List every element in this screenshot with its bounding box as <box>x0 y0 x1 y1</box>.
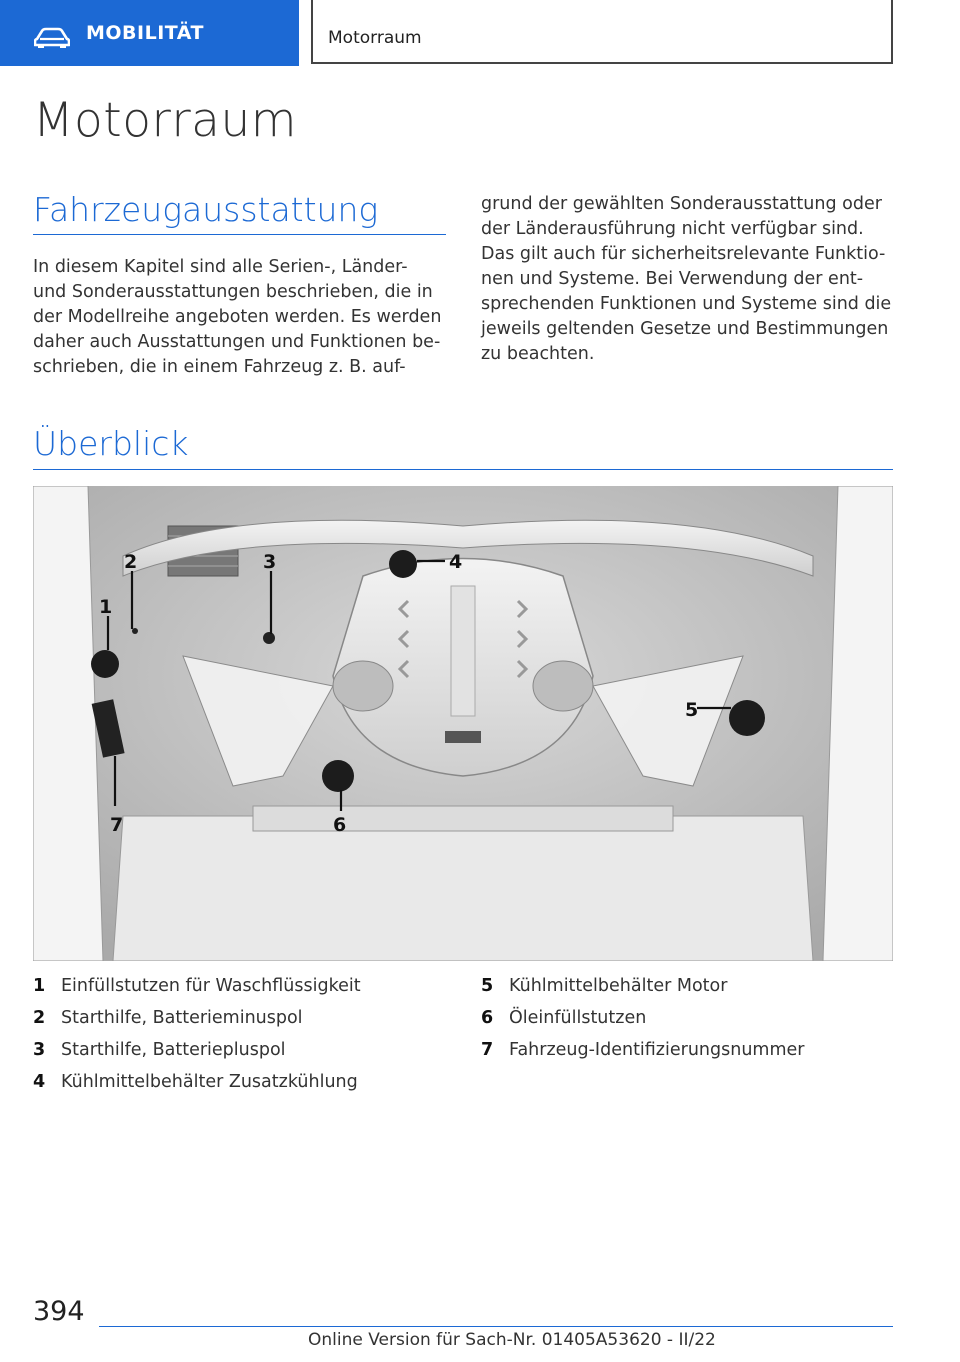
legend-text: Kühlmittelbehälter Zusatzkühlung <box>61 1072 358 1092</box>
legend-text: Öleinfüllstutzen <box>509 1008 647 1028</box>
online-version-note: Online Version für Sach-Nr. 01405A53620 - II/22 <box>308 1330 716 1350</box>
legend-text: Starthilfe, Batterieminuspol <box>61 1008 303 1028</box>
legend-item <box>481 976 901 1008</box>
section-tab[interactable] <box>0 0 299 66</box>
intro-paragraph-col1: In diesem Kapitel sind alle Serien-, Länder- und Sonderausstattungen beschrieben, die in der Modellreihe angeboten werden. Es werden daher auch Ausstattungen und Funktionen be- schrieben, die in einem Fahrzeug z. B. auf- <box>33 257 442 377</box>
legend-item <box>33 976 453 1008</box>
engine-bay-illustration <box>33 486 893 961</box>
figure-callout-1: 1 <box>99 596 113 618</box>
legend-text: Einfüllstutzen für Waschflüssigkeit <box>61 976 361 996</box>
legend-number: 1 <box>33 976 46 996</box>
legend-number: 5 <box>481 976 494 996</box>
legend-text: Fahrzeug-Identifizierungsnummer <box>509 1040 805 1060</box>
page-number: 394 <box>33 1296 85 1327</box>
chapter-tab[interactable] <box>311 0 893 64</box>
chapter-label: Motorraum <box>328 28 422 48</box>
section-heading-ueberblick: Überblick <box>33 424 189 463</box>
legend-text: Kühlmittelbehälter Motor <box>509 976 728 996</box>
figure-callout-4: 4 <box>449 551 463 573</box>
legend-item <box>33 1040 453 1072</box>
figure-callout-3: 3 <box>263 551 277 573</box>
figure-callout-7: 7 <box>110 814 124 836</box>
legend-column-right <box>481 976 901 1072</box>
legend-number: 4 <box>33 1072 46 1092</box>
intro-paragraph-col2: grund der gewählten Sonderausstattung oder der Länderausführung nicht verfügbar sind. Das gilt auch für sicherheitsrelevante Funktio- nen und Systeme. Bei Verwendung der ent- sprechenden Funktionen und Systeme sind die jeweils geltenden Gesetze und Bestimmungen zu beachten. <box>481 194 892 364</box>
legend-number: 3 <box>33 1040 46 1060</box>
legend-item <box>33 1072 453 1104</box>
section-label: MOBILITÄT <box>86 22 204 44</box>
figure-callout-5: 5 <box>685 699 699 721</box>
legend-number: 7 <box>481 1040 494 1060</box>
section-rule <box>33 234 446 235</box>
legend-number: 2 <box>33 1008 46 1028</box>
figure-callout-2: 2 <box>124 551 138 573</box>
section-rule <box>33 469 893 470</box>
legend-item <box>33 1008 453 1040</box>
section-heading-fahrzeugausstattung: Fahrzeugausstattung <box>33 190 379 229</box>
legend-item <box>481 1040 901 1072</box>
footer-rule <box>99 1326 893 1327</box>
page-title: Motorraum <box>33 93 298 148</box>
legend-column-left <box>33 976 453 1104</box>
car-icon <box>34 27 70 49</box>
legend-number: 6 <box>481 1008 494 1028</box>
figure-callout-6: 6 <box>333 814 347 836</box>
legend-text: Starthilfe, Batteriepluspol <box>61 1040 286 1060</box>
engine-bay-figure <box>33 486 893 961</box>
legend-item <box>481 1008 901 1040</box>
